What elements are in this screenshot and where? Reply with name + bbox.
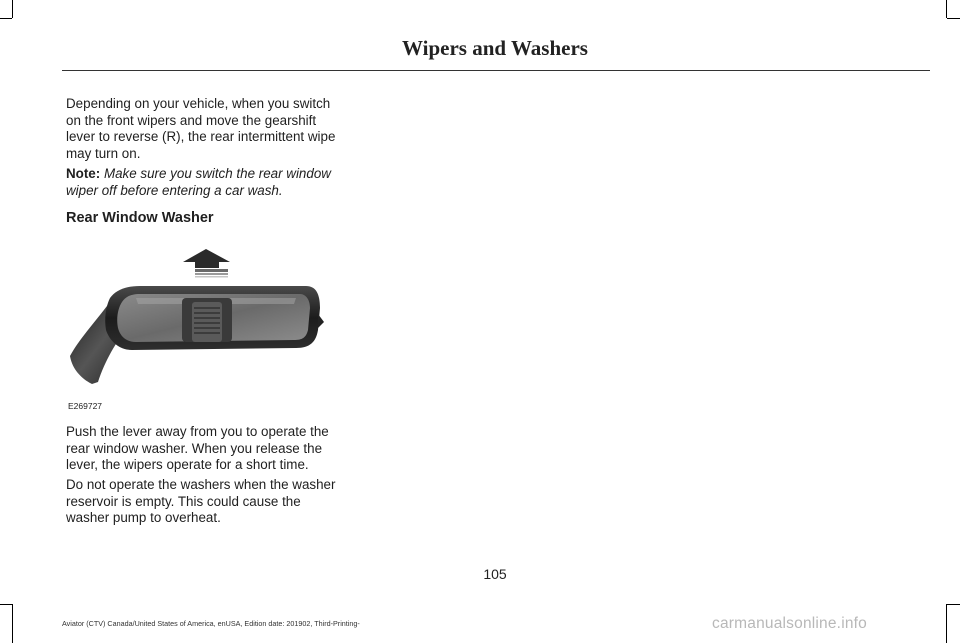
figure-id: E269727: [68, 401, 103, 411]
crop-mark-bottom-right-h: [947, 604, 960, 605]
crop-mark-bottom-right-v: [946, 604, 947, 643]
watermark: carmanualsonline.info: [712, 615, 867, 632]
warning-block: [66, 477, 342, 527]
header-rule: [62, 70, 930, 71]
footer-edition: Aviator (CTV) Canada/United States of America, enUSA, Edition date: 201902, Third-Printing-: [62, 619, 360, 628]
push-arrow-icon: [183, 249, 230, 278]
note-text: Make sure you switch the rear window wiper off before entering a car wash.: [66, 166, 331, 198]
crop-mark-bottom-left-v: [12, 604, 13, 643]
paragraph-empty-reservoir: Do not operate the washers when the washer reservoir is empty. This could cause the washer pump to overheat.: [66, 477, 336, 525]
rear-wiper-lever-illustration: [66, 238, 342, 416]
crop-mark-top-right-h: [947, 18, 960, 19]
paragraph-reverse-wipe: Depending on your vehicle, when you switch on the front wipers and move the gearshift lever to reverse (R), the rear intermittent wipe may turn on.: [66, 96, 336, 161]
page-title: Wipers and Washers: [402, 36, 588, 60]
page-number: 105: [483, 566, 507, 582]
intro-block: [66, 96, 342, 162]
paragraph-operate-washer: Push the lever away from you to operate the rear window washer. When you release the lever, the wipers operate for a short time.: [66, 424, 329, 472]
note-label: Note:: [66, 166, 101, 181]
crop-mark-top-left-h: [0, 18, 12, 19]
washer-block: [66, 424, 342, 474]
crop-mark-bottom-left-h: [0, 604, 12, 605]
wiper-lever-svg: [66, 238, 342, 416]
crop-mark-top-left-v: [12, 0, 13, 18]
section-block: [66, 210, 342, 226]
crop-mark-top-right-v: [946, 0, 947, 18]
note-block: [66, 166, 342, 199]
note-paragraph: [66, 166, 342, 199]
section-title: Rear Window Washer: [66, 210, 214, 226]
